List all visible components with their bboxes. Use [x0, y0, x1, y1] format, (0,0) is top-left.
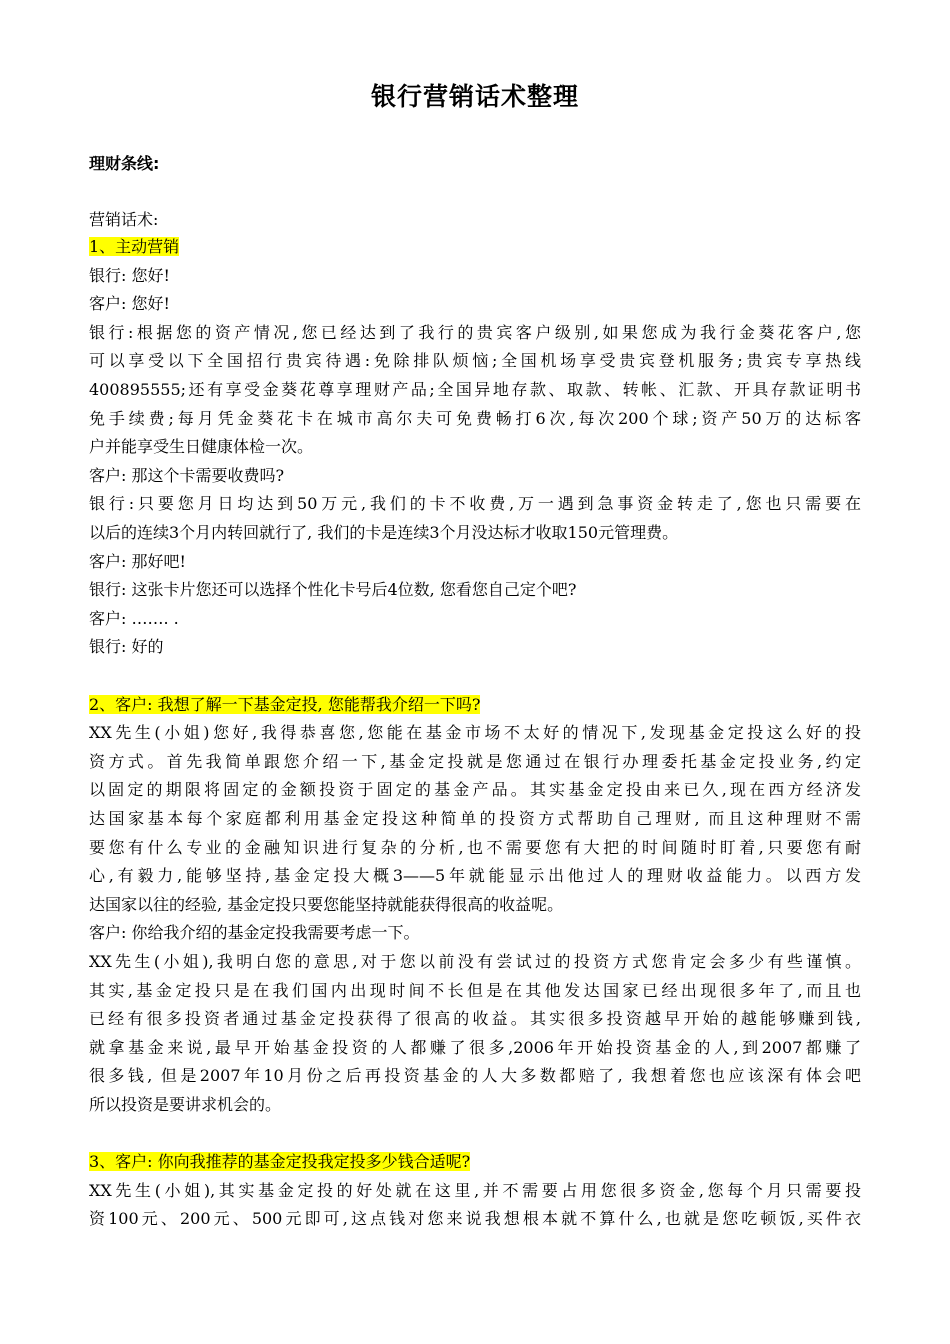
body-line: 银行:根据您的资产情况,您已经达到了我行的贵宾客户级别,如果您成为我行金葵花客户,您 [89, 322, 861, 342]
body-line: 客户: ……. . [89, 608, 179, 628]
body-line: 可以享受以下全国招行贵宾待遇:免除排队烦恼;全国机场享受贵宾登机服务;贵宾专享热线 [89, 351, 861, 371]
body-line: 就拿基金来说,最早开始基金投资的人都赚了很多,2006年开始投资基金的人,到2007都赚了 [89, 1037, 861, 1057]
body-line: XX先生(小姐),我明白您的意思,对于您以前没有尝试过的投资方式您肯定会多少有些谨慎。 [89, 952, 861, 971]
body-line: 400895555;还有享受金葵花尊享理财产品;全国异地存款、取款、转帐、汇款、开具存款证明书 [89, 380, 861, 399]
highlighted-heading [89, 1151, 861, 1173]
body-line: 免手续费;每月凭金葵花卡在城市高尔夫可免费畅打6次,每次200个球;资产50万的达标客 [89, 408, 861, 428]
highlighted-heading [89, 236, 861, 258]
highlighted-heading [89, 694, 861, 716]
section-label: 理财条线: [89, 154, 160, 173]
body-line: 以固定的期限将固定的金额投资于固定的基金产品。其实基金定投由来已久,现在西方经济发 [89, 780, 861, 800]
body-line: 以后的连续3个月内转回就行了, 我们的卡是连续3个月没达标才收取150元管理费。 [89, 523, 679, 542]
body-line: XX先生(小姐),其实基金定投的好处就在这里,并不需要占用您很多资金,您每个月只需要投 [89, 1180, 861, 1200]
body-line: 客户: 您好! [89, 294, 170, 314]
body-line: 很多钱, 但是2007年10月份之后再投资基金的人大多数都赔了, 我想着您也应该深有体会吧 [89, 1066, 861, 1086]
body-line: 银行: 好的 [89, 637, 164, 657]
body-line: 银行:只要您月日均达到50万元,我们的卡不收费,万一遇到急事资金转走了,您也只需要在 [89, 494, 861, 514]
highlight-mark: 3、客户: 你向我推荐的基金定投我定投多少钱合适呢? [89, 1152, 471, 1172]
body-line: 心,有毅力,能够坚持,基金定投大概3——5年就能显示出他过人的理财收益能力。以西方发 [89, 866, 861, 886]
body-line: 客户: 那这个卡需要收费吗? [89, 465, 285, 485]
body-line: 银行: 这张卡片您还可以选择个性化卡号后4位数, 您看您自己定个吧? [89, 580, 577, 600]
body-line: 所以投资是要讲求机会的。 [89, 1095, 282, 1114]
body-line: 资方式。首先我简单跟您介绍一下,基金定投就是您通过在银行办理委托基金定投业务,约定 [89, 751, 861, 771]
body-line: 银行: 您好! [89, 265, 170, 285]
body-line: 要您有什么专业的金融知识进行复杂的分析,也不需要您有大把的时间随时盯着,只要您有耐 [89, 837, 861, 857]
body-line: 达国家以往的经验, 基金定投只要您能坚持就能获得很高的收益呢。 [89, 894, 564, 914]
body-line: 达国家基本每个家庭都利用基金定投这种简单的投资方式帮助自己理财, 而且这种理财不需 [89, 809, 861, 828]
body-line: 其实,基金定投只是在我们国内出现时间不长但是在其他发达国家已经出现很多年了,而且也 [89, 980, 861, 1000]
body-line: 户并能享受生日健康体检一次。 [89, 437, 314, 457]
highlight-mark: 1、主动营销 [89, 237, 180, 256]
body-line: 已经有很多投资者通过基金定投获得了很高的收益。其实很多投资越早开始的越能够赚到钱, [89, 1009, 861, 1029]
body-line: 客户: 你给我介绍的基金定投我需要考虑一下。 [89, 923, 420, 943]
document-title: 银行营销话术整理 [370, 82, 579, 111]
body-line: 资100元、200元、500元即可,这点钱对您来说我想根本就不算什么,也就是您吃顿饭,买件衣 [89, 1209, 861, 1229]
intro-label: 营销话术: [89, 210, 159, 229]
body-line: 客户: 那好吧! [89, 551, 186, 571]
body-line: XX先生(小姐)您好,我得恭喜您,您能在基金市场不太好的情况下,发现基金定投这么好的投 [89, 723, 861, 743]
highlight-mark: 2、客户: 我想了解一下基金定投, 您能帮我介绍一下吗? [89, 694, 481, 714]
